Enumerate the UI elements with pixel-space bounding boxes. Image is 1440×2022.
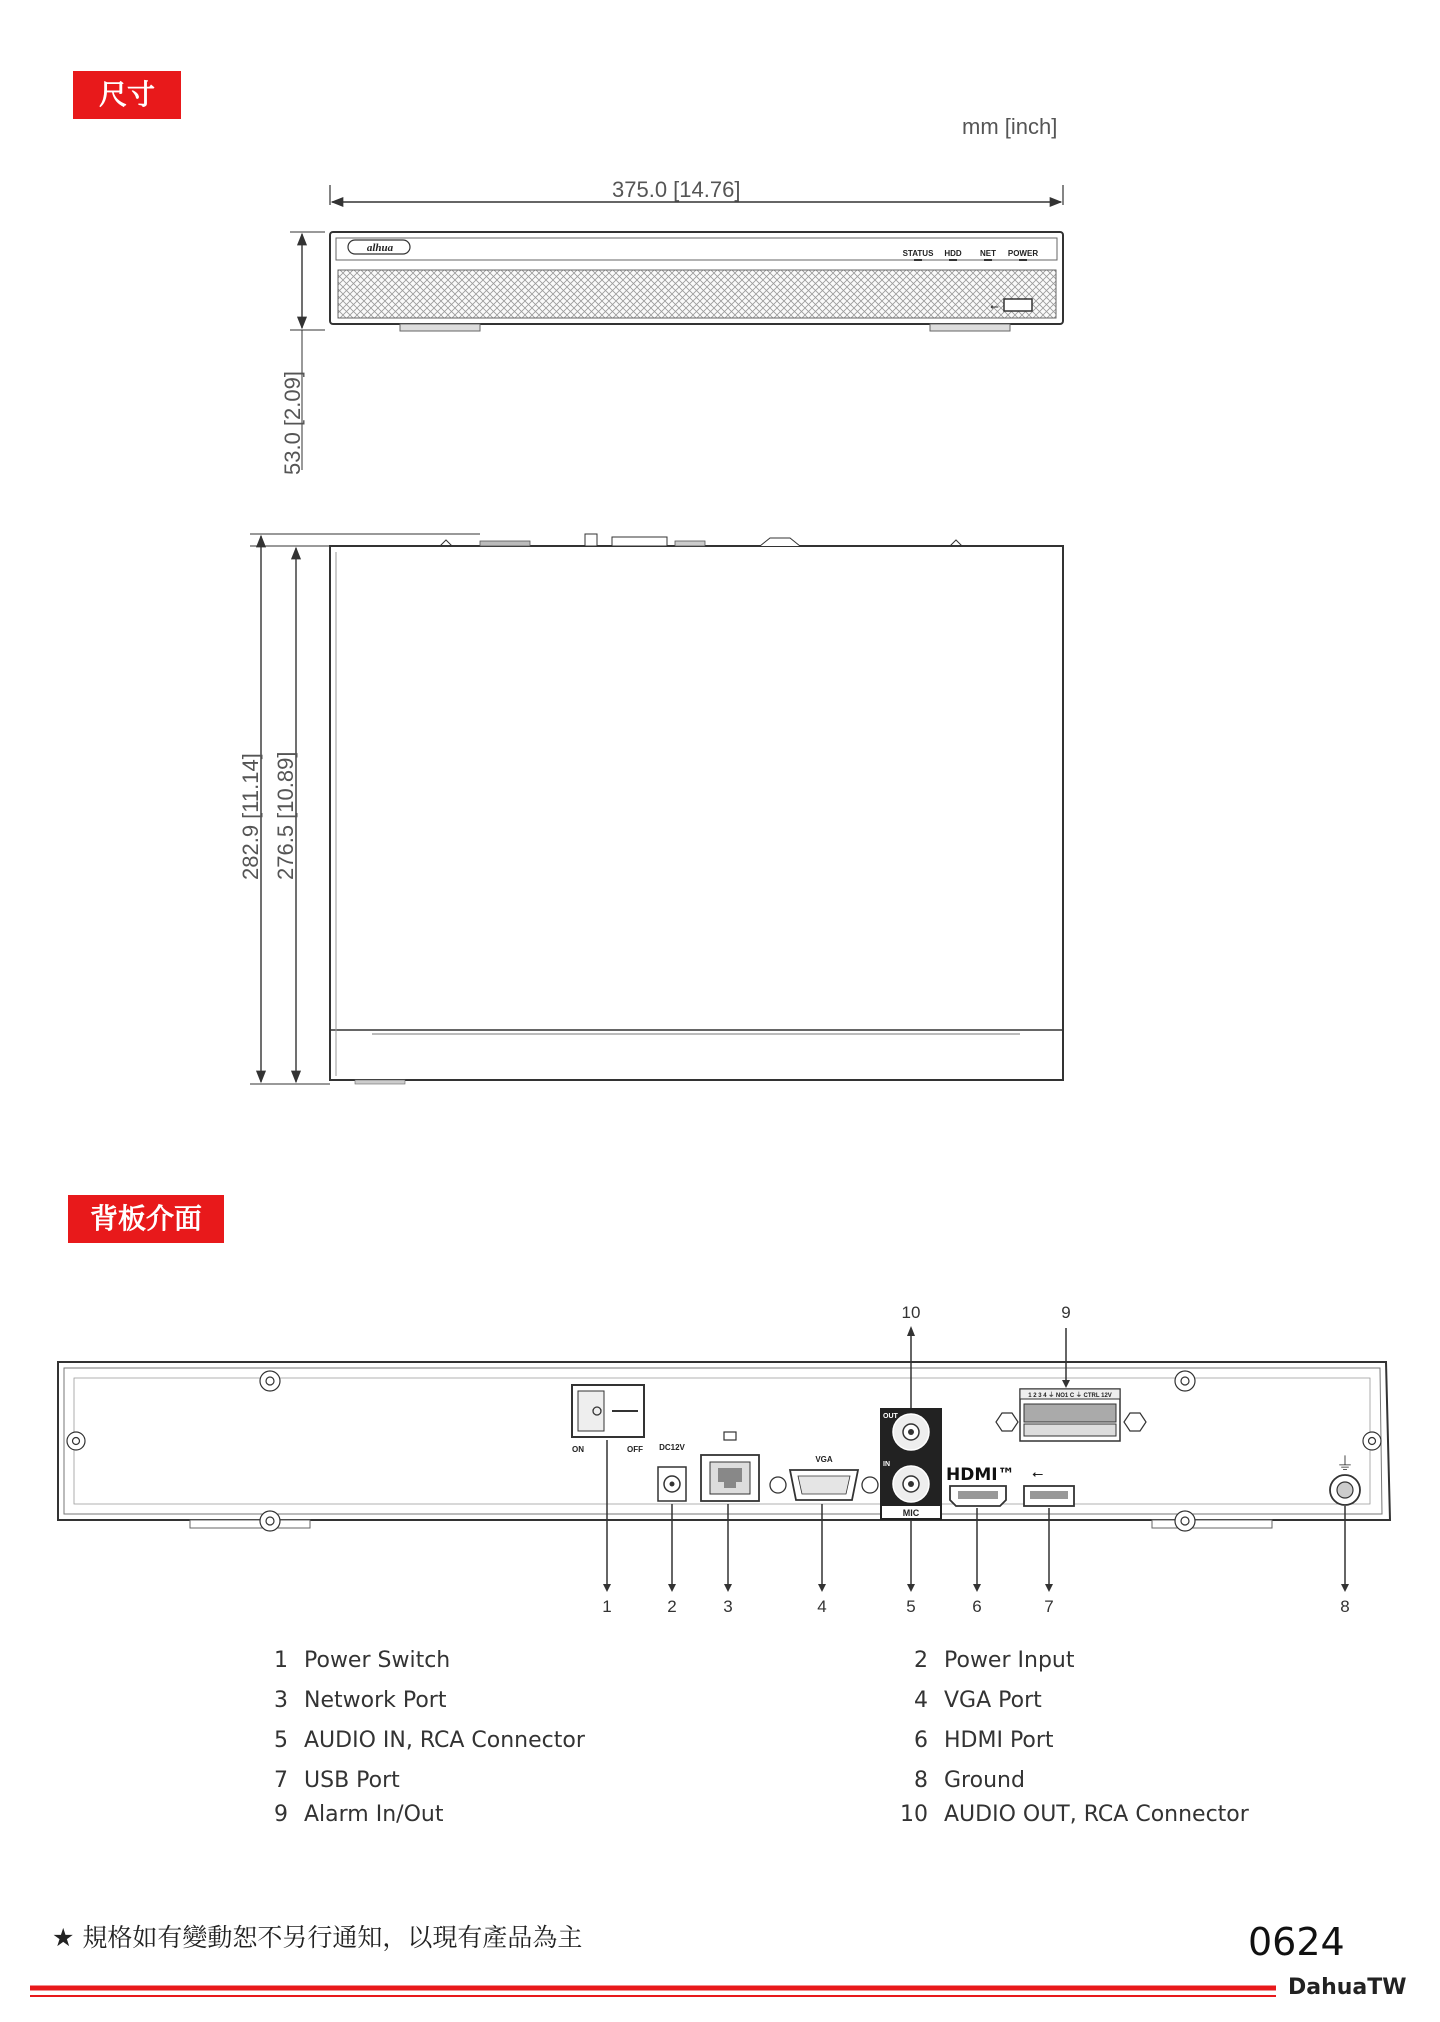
section-title-rear-panel: 背板介面 [68, 1195, 224, 1243]
svg-text:⭠: ⭠ [990, 300, 999, 313]
alarm-label: 1 2 3 4 ⏚ NO1 C ⏚ CTRL 12V [1028, 1393, 1112, 1399]
width-dimension-text: 375.0 [14.76] [612, 177, 741, 202]
legend-item: 2 Power Input [914, 1648, 1075, 1673]
depth-total-dimension-text: 282.9 [11.14] [238, 753, 263, 880]
hdmi-port [946, 1465, 1015, 1506]
logo-text: alhua [366, 242, 394, 254]
indicator-hdd: HDD [944, 249, 962, 258]
audio-out-label: OUT [883, 1413, 898, 1420]
legend-item: 3 Network Port [274, 1688, 447, 1713]
callout-8: 8 [1340, 1597, 1350, 1616]
callout-9: 9 [1061, 1303, 1071, 1322]
usb-icon: ⭠ [1032, 1466, 1044, 1482]
mic-label: MIC [902, 1508, 920, 1518]
callout-7: 7 [1044, 1597, 1054, 1616]
dc-label: DC12V [659, 1443, 685, 1452]
callout-5: 5 [906, 1597, 916, 1616]
legend-item: 8 Ground [914, 1768, 1025, 1793]
callout-4: 4 [817, 1597, 827, 1616]
top-view [330, 534, 1063, 1084]
legend-item: 6 HDMI Port [914, 1728, 1054, 1753]
legend-item: 5 AUDIO IN, RCA Connector [274, 1728, 585, 1753]
callout-2: 2 [667, 1597, 677, 1616]
hdmi-label: HDMI™ [946, 1465, 1015, 1485]
indicator-status: STATUS [902, 249, 934, 258]
front-panel-view [330, 232, 1063, 331]
indicator-net: NET [980, 249, 996, 258]
callout-6: 6 [972, 1597, 982, 1616]
section-title-dimensions: 尺寸 [73, 71, 181, 119]
audio-block [880, 1408, 942, 1520]
callout-10: 10 [901, 1303, 921, 1322]
disclaimer-note: ★ 規格如有變動恕不另行通知，以現有產品為主 [52, 1923, 583, 1952]
callout-1: 1 [602, 1597, 612, 1616]
switch-off-label: OFF [627, 1445, 643, 1454]
indicator-power: POWER [1007, 249, 1039, 258]
vga-label: VGA [815, 1455, 833, 1464]
legend-item: 1 Power Switch [274, 1648, 451, 1673]
depth-body-dimension-text: 276.5 [10.89] [273, 751, 298, 880]
callout-3: 3 [723, 1597, 733, 1616]
legend-item: 10 AUDIO OUT, RCA Connector [900, 1802, 1249, 1827]
legend-item: 9 Alarm In/Out [274, 1802, 444, 1827]
height-dimension-text: 53.0 [2.09] [280, 371, 305, 475]
legend-item: 7 USB Port [274, 1768, 400, 1793]
ground-icon: ⏚ [1336, 1454, 1354, 1475]
rear-panel-view [58, 1362, 1390, 1531]
legend-item: 4 VGA Port [914, 1688, 1042, 1713]
brand-name: DahuaTW [1288, 1975, 1407, 2000]
document-code: 0624 [1248, 1920, 1345, 1964]
switch-on-label: ON [572, 1445, 584, 1454]
audio-in-label: IN [883, 1461, 890, 1468]
power-input-port [658, 1443, 686, 1501]
front-usb-port [1004, 299, 1032, 311]
units-label: mm [inch] [962, 114, 1058, 139]
